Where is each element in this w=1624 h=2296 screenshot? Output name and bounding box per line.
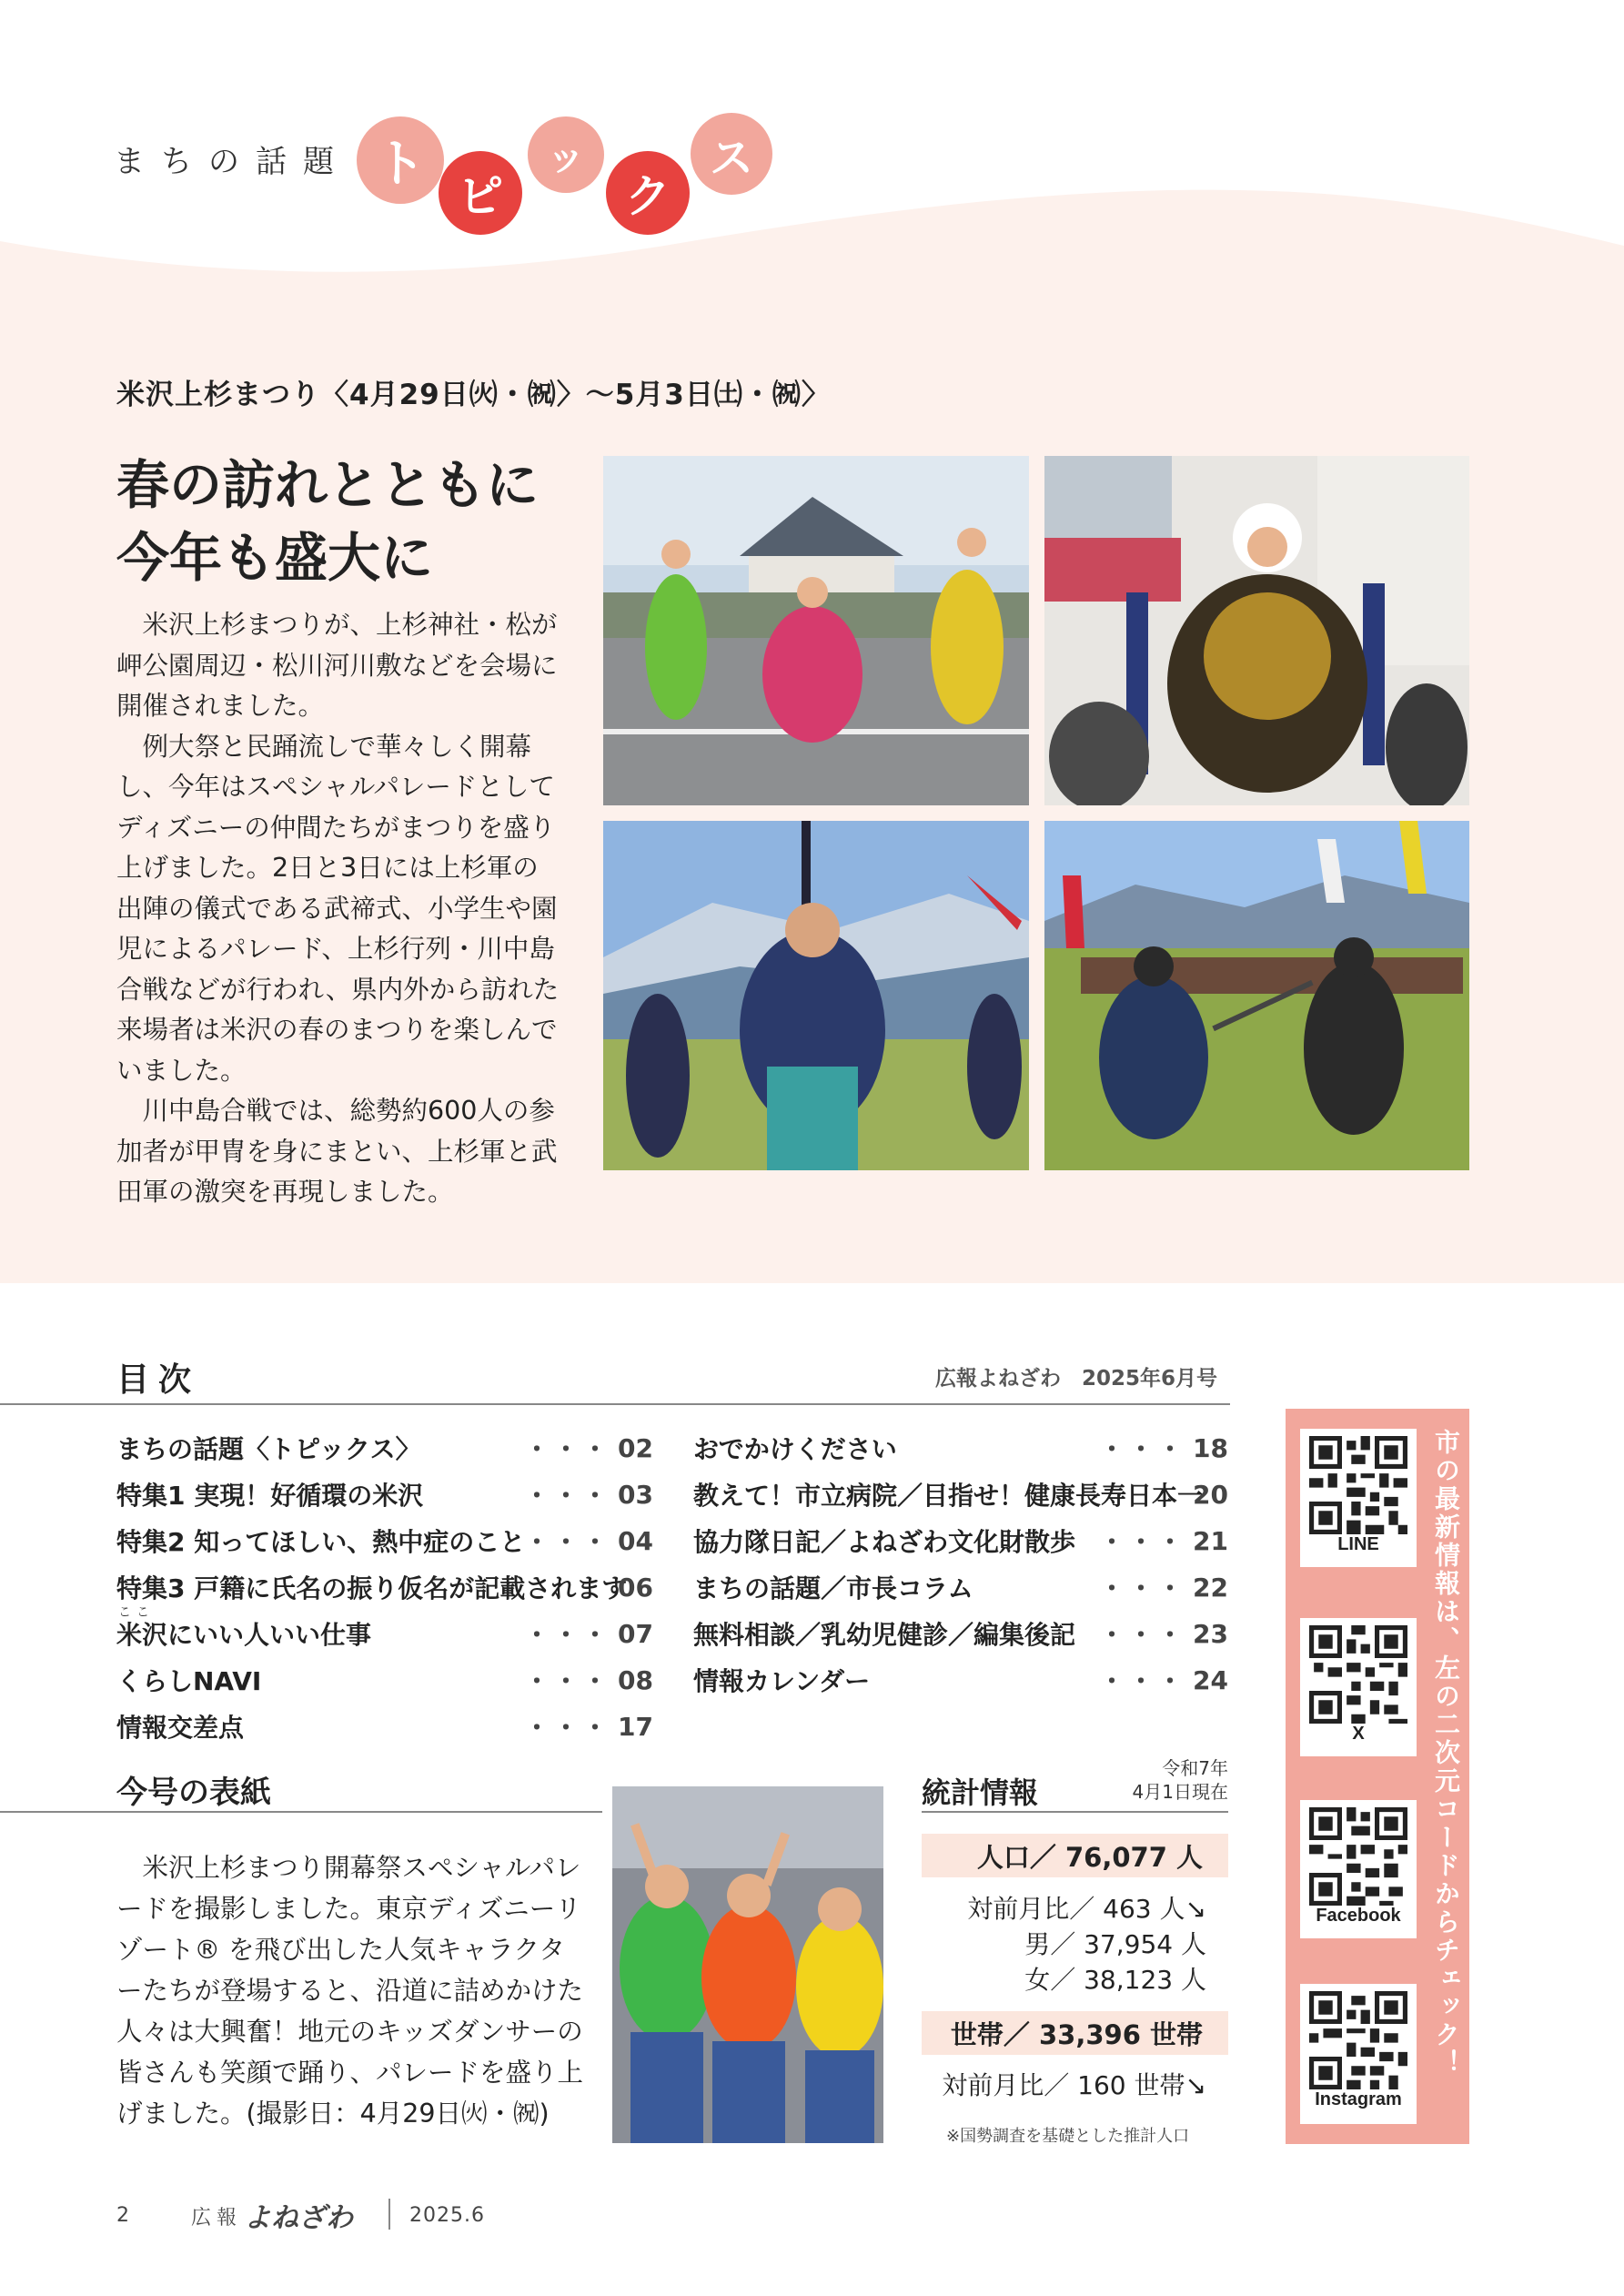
issue-label: 広報よねざわ 2025年6月号 — [935, 1367, 1218, 1391]
toc-item-ruby: ここ — [118, 1605, 155, 1620]
feature-body — [116, 605, 562, 1213]
toc-item-title: 特集2 知ってほしい、熱中症のこと — [116, 1527, 526, 1557]
title-bubble-pi: ピ — [439, 151, 522, 235]
cover-photo-kids-dancers — [612, 1786, 883, 2143]
feature-paragraph: 例大祭と民踊流しで華々しく開幕し、今年はスペシャルパレードとしてディズニーの仲間たちがまつりを盛り上げました。2日と3日には上杉軍の出陣の儀式である武禘式、小学生や園児によるパレード、上杉行列・川中島合戦などが行われ、県内外から訪れた来場者は米沢の春のまつりを楽しんでいました。 — [116, 731, 560, 1086]
photo-warrior-cheering — [603, 821, 1029, 1170]
toc-item-page: 17 — [618, 1711, 653, 1742]
toc-item-title: 特集3 戸籍に氏名の振り仮名が記載されます — [116, 1573, 628, 1603]
toc-item-leader: ・・・ — [1098, 1666, 1186, 1696]
toc-item-title: 教えて！市立病院／目指せ！健康長寿日本一 — [693, 1481, 1204, 1511]
population-total: 人口／ 76,077 人 — [922, 1834, 1228, 1877]
toc-item[interactable] — [116, 1476, 653, 1512]
toc-item-page: 22 — [1193, 1572, 1228, 1603]
toc-item[interactable] — [693, 1430, 1228, 1466]
toc-item-title: 特集1 実現！好循環の米沢 — [116, 1481, 424, 1511]
stats-as-of — [1055, 1756, 1228, 1804]
toc-item-page: 23 — [1193, 1618, 1228, 1649]
toc-divider — [0, 1403, 1230, 1405]
toc-item-title: 米沢にいい人いい仕事 — [116, 1620, 372, 1650]
toc-item-page: 08 — [618, 1664, 653, 1695]
qr-code-panel — [1286, 1409, 1469, 2144]
qr-code-icon — [1309, 1625, 1407, 1724]
qr-label: Instagram — [1315, 2089, 1402, 2109]
toc-item-page: 20 — [1193, 1479, 1228, 1510]
toc-item-leader: ・・・ — [1098, 1573, 1186, 1603]
stats-heading: 統計情報 — [922, 1775, 1039, 1810]
feature-paragraph: 米沢上杉まつりが、上杉神社・松が岬公園周辺・松川河川敷などを会場に開催されました。 — [116, 610, 558, 721]
feature-title-line1: 春の訪れとともに — [116, 454, 540, 516]
toc-item-page: 07 — [618, 1618, 653, 1649]
toc-item[interactable] — [116, 1430, 653, 1466]
households-change: 対前月比／ 160 世帯↘ — [942, 2070, 1206, 2100]
toc-item-leader: ・・・ — [523, 1481, 611, 1511]
toc-item-page: 21 — [1193, 1525, 1228, 1556]
footer-brand-logo: よねざわ — [244, 2202, 353, 2234]
toc-item-page: 18 — [1193, 1432, 1228, 1463]
toc-item-title: まちの話題〈トピックス〉 — [116, 1434, 421, 1464]
toc-item-leader: ・・・ — [523, 1713, 611, 1743]
toc-item-leader: ・・・ — [1098, 1434, 1186, 1464]
qr-code-icon — [1309, 1991, 1407, 2089]
qr-x[interactable] — [1300, 1618, 1417, 1756]
feature-paragraph: 川中島合戦では、総勢約600人の参加者が甲冑を身にまとい、上杉軍と武田軍の激突を再現しました。 — [116, 1096, 558, 1207]
qr-panel-caption: 市の最新情報は、左の二次元コードからチェック！ — [1431, 1429, 1461, 2078]
footer-magazine-label: 広報 — [191, 2207, 243, 2230]
toc-item-leader: ・・・ — [523, 1434, 611, 1464]
toc-item[interactable] — [693, 1662, 1228, 1698]
feature-title — [116, 449, 590, 594]
stats-note: ※国勢調査を基礎とした推計人口 — [946, 2127, 1190, 2146]
stats-as-of-date: 4月1日現在 — [1132, 1781, 1228, 1803]
toc-item[interactable] — [693, 1476, 1228, 1512]
toc-item[interactable] — [693, 1615, 1228, 1652]
photo-battle-reenactment — [1044, 821, 1469, 1170]
toc-item-page: 03 — [618, 1479, 653, 1510]
toc-item-title: くらしNAVI — [116, 1666, 262, 1696]
feature-title-line2: 今年も盛大に — [116, 527, 434, 589]
toc-item-leader: ・・・ — [523, 1666, 611, 1696]
cover-divider — [0, 1811, 602, 1813]
toc-item-page: 02 — [618, 1432, 653, 1463]
toc-item[interactable] — [116, 1522, 653, 1559]
event-heading: 米沢上杉まつり〈4月29日㈫・㈷〉〜5月3日㈯・㈷〉 — [116, 379, 831, 411]
footer-issue-date: 2025.6 — [409, 2204, 485, 2227]
population-female: 女／ 38,123 人 — [1024, 1965, 1206, 1995]
title-bubble-tsu: ッ — [528, 116, 604, 193]
toc-item-title: まちの話題／市長コラム — [693, 1573, 973, 1603]
title-bubble-su: ス — [691, 113, 772, 195]
qr-code-icon — [1309, 1436, 1407, 1534]
toc-item[interactable] — [116, 1662, 653, 1698]
toc-heading: 目次 — [116, 1361, 201, 1399]
toc-item-title: 情報交差点 — [116, 1713, 245, 1743]
stats-divider — [922, 1811, 1228, 1813]
toc-item[interactable] — [116, 1569, 653, 1605]
qr-label: X — [1352, 1724, 1365, 1744]
toc-item-leader: ・・・ — [1098, 1527, 1186, 1557]
toc-item-leader: ・・・ — [1098, 1620, 1186, 1650]
qr-line[interactable] — [1300, 1429, 1417, 1567]
toc-item[interactable] — [116, 1708, 653, 1745]
toc-item-leader: ・・・ — [523, 1620, 611, 1650]
toc-item[interactable] — [693, 1522, 1228, 1559]
households-total: 世帯／ 33,396 世帯 — [922, 2011, 1228, 2055]
toc-item[interactable] — [116, 1605, 653, 1652]
stats-as-of-year: 令和7年 — [1162, 1757, 1228, 1779]
qr-code-icon — [1309, 1807, 1407, 1906]
cover-heading: 今号の表紙 — [116, 1775, 271, 1811]
toc-item-page: 04 — [618, 1525, 653, 1556]
photo-armored-rider — [1044, 456, 1469, 805]
section-label: まちの話題 — [114, 144, 350, 180]
title-bubble-ku: ク — [606, 151, 690, 235]
title-bubble-to: ト — [357, 116, 444, 204]
cover-description: 米沢上杉まつり開幕祭スペシャルパレードを撮影しました。東京ディズニーリゾート® を飛び出した人気キャラクターたちが登場すると、沿道に詰めかけた人々は大興奮！地元のキッズダンサーの皆さんも笑顔で踊り、パレードを盛り上げました。(撮影日：4月29日㈫・㈷) — [116, 1853, 584, 2129]
footer-separator — [388, 2199, 390, 2230]
qr-label: LINE — [1337, 1534, 1379, 1554]
qr-instagram[interactable] — [1300, 1984, 1417, 2124]
toc-item-title: おでかけください — [693, 1434, 897, 1464]
toc-item-page: 06 — [618, 1572, 653, 1603]
toc-item[interactable] — [693, 1569, 1228, 1605]
photo-parade-dancers — [603, 456, 1029, 805]
qr-facebook[interactable] — [1300, 1800, 1417, 1938]
qr-label: Facebook — [1316, 1906, 1401, 1926]
population-change: 対前月比／ 463 人↘ — [967, 1894, 1206, 1924]
toc-item-leader: ・・・ — [523, 1527, 611, 1557]
toc-item-page: 24 — [1193, 1664, 1228, 1695]
population-male: 男／ 37,954 人 — [1024, 1929, 1206, 1959]
toc-item-title: 無料相談／乳幼児健診／編集後記 — [693, 1620, 1076, 1650]
toc-item-title: 協力隊日記／よねざわ文化財散歩 — [693, 1527, 1076, 1557]
toc-item-title: 情報カレンダー — [693, 1666, 871, 1696]
page-number: 2 — [116, 2204, 129, 2227]
